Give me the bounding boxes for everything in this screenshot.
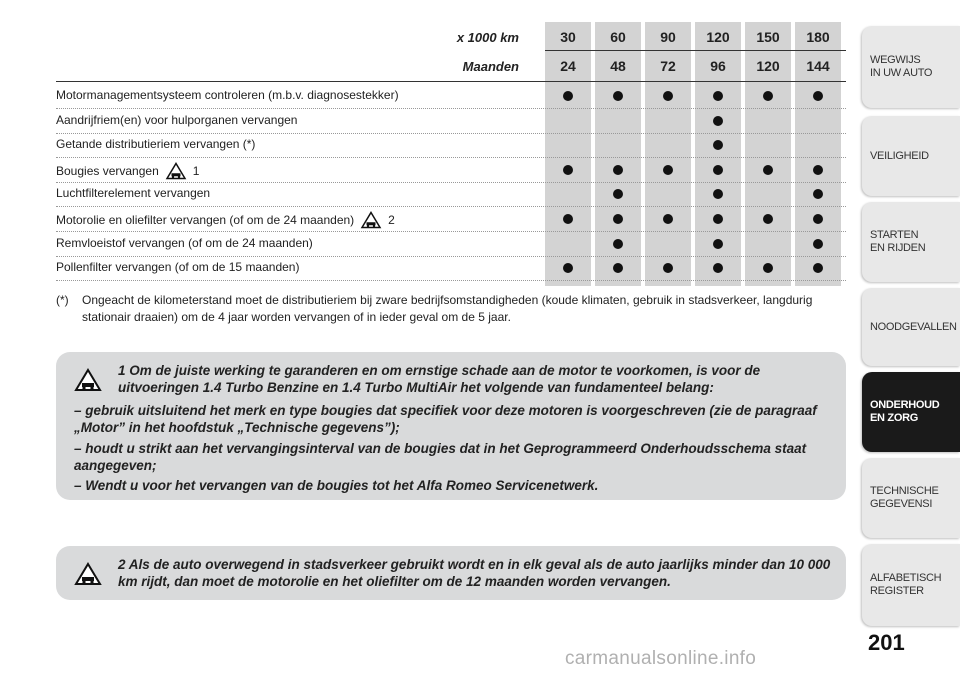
maintenance-dot — [713, 263, 723, 273]
month-value: 144 — [806, 58, 830, 74]
month-value: 120 — [756, 58, 780, 74]
maintenance-dot — [613, 189, 623, 199]
row-note-ref: 2 — [388, 213, 395, 227]
note-1-title: 1 Om de juiste werking te garanderen en om ernstige schade aan de motor te voorkomen, is voor de uitvoeringen 1.4 Turbo Benzine en 1.4 Turbo MultiAir het volgende van fundamenteel belang: — [118, 363, 761, 395]
maintenance-dot — [763, 165, 773, 175]
maintenance-dot — [813, 189, 823, 199]
page-number: 201 — [868, 630, 905, 655]
maintenance-dot — [563, 263, 573, 273]
header-divider — [56, 81, 846, 82]
row-label — [56, 236, 313, 250]
chapter-tab-line: REGISTER — [870, 585, 924, 597]
chapter-tab[interactable] — [862, 288, 960, 366]
chapter-tab[interactable] — [862, 202, 960, 282]
table-row — [56, 207, 846, 232]
row-label-text: Motorolie en oliefilter vervangen (of om de 24 maanden) — [56, 213, 355, 227]
table-row — [56, 109, 846, 134]
header-divider — [545, 50, 846, 51]
maintenance-dot — [813, 263, 823, 273]
row-note-ref: 1 — [192, 163, 200, 178]
km-value: 150 — [756, 29, 780, 45]
warning-triangle-icon — [74, 562, 102, 586]
km-value: 90 — [660, 29, 676, 45]
maintenance-dot — [713, 189, 723, 199]
maintenance-dot — [713, 165, 723, 175]
maintenance-dot — [613, 239, 623, 249]
chapter-tab[interactable] — [862, 372, 960, 452]
maintenance-dot — [763, 263, 773, 273]
warning-triangle-icon — [165, 162, 187, 180]
maintenance-dot — [663, 165, 673, 175]
chapter-tab-label — [870, 229, 925, 255]
chapter-tab-label — [870, 572, 941, 598]
maintenance-dot — [713, 239, 723, 249]
chapter-tab-line: VEILIGHEID — [870, 149, 929, 162]
km-label: x 1000 km — [456, 30, 519, 45]
footnote-tag: (*) — [56, 293, 69, 307]
chapter-tab-label — [870, 485, 939, 511]
km-value: 60 — [610, 29, 626, 45]
maintenance-dot — [763, 214, 773, 224]
chapter-tab-line: NOODGEVALLEN — [870, 320, 957, 333]
note-2-text: 2 Als de auto overwegend in stadsverkeer gebruikt wordt en in elk geval als de auto jaarlijks minder dan 10 000 km rijdt, dan moet de motorolie en het oliefilter om de 12 maanden worden vervangen. — [118, 557, 831, 589]
note-1-line: – houdt u strikt aan het vervangingsinterval van de bougies dat in het Geprogrammeerd Onderhoudsschema staat aangegeven; — [74, 441, 807, 473]
month-value: 96 — [710, 58, 726, 74]
row-label-text: Motormanagementsysteem controleren (m.b.v. diagnosestekker) — [56, 88, 399, 102]
note-box-1 — [56, 352, 846, 500]
maintenance-dot — [813, 165, 823, 175]
month-value: 24 — [560, 58, 576, 74]
maintenance-dot — [563, 165, 573, 175]
km-value: 120 — [706, 29, 730, 45]
table-row — [56, 133, 846, 158]
months-label: Maanden — [462, 59, 519, 74]
footnote — [56, 292, 846, 326]
km-value: 180 — [806, 29, 830, 45]
row-label-text: Remvloeistof vervangen (of om de 24 maanden) — [56, 235, 313, 250]
chapter-tab[interactable] — [862, 116, 960, 196]
chapter-tab-label — [870, 150, 929, 163]
maintenance-dot — [713, 214, 723, 224]
chapter-tab[interactable] — [862, 544, 960, 626]
maintenance-dot — [613, 165, 623, 175]
chapter-tab[interactable] — [862, 458, 960, 538]
km-header-row — [56, 26, 846, 52]
maintenance-dot — [613, 263, 623, 273]
row-label — [56, 113, 297, 127]
row-label-text: Bougies vervangen — [56, 163, 159, 178]
maintenance-dot — [813, 91, 823, 101]
row-label-text: Pollenfilter vervangen (of om de 15 maanden) — [56, 260, 300, 275]
chapter-tab-line: STARTEN — [870, 229, 919, 241]
note-1-line: – gebruik uitsluitend het merk en type bougies dat specifiek voor deze motoren is voorgeschreven (zie de paragraaf „Motor” in het hoofdstuk „Technische gegevens”); — [74, 403, 817, 435]
chapter-tab-label — [870, 399, 939, 425]
table-row — [56, 232, 846, 257]
maintenance-dot — [713, 116, 723, 126]
warning-triangle-icon — [360, 211, 382, 229]
row-label — [56, 186, 210, 200]
row-label — [56, 162, 199, 180]
chapter-tab-line: IN UW AUTO — [870, 67, 933, 79]
maintenance-dot — [663, 263, 673, 273]
row-label — [56, 260, 299, 274]
maintenance-dot — [613, 91, 623, 101]
chapter-tab-line: ONDERHOUD — [870, 399, 940, 411]
chapter-tab-label — [870, 321, 957, 334]
months-header-row — [56, 55, 846, 81]
watermark: carmanualsonline.info — [565, 648, 757, 669]
row-label-text: Getande distributieriem vervangen (*) — [56, 137, 256, 152]
chapter-tab-line: EN RIJDEN — [870, 242, 926, 254]
month-value: 48 — [610, 58, 626, 74]
maintenance-dot — [813, 239, 823, 249]
warning-triangle-icon — [74, 368, 102, 392]
chapter-tab-line: TECHNISCHE — [870, 485, 939, 497]
maintenance-dot — [713, 91, 723, 101]
chapter-tab-line: ALFABETISCH — [870, 572, 942, 584]
maintenance-dot — [663, 214, 673, 224]
maintenance-dot — [713, 140, 723, 150]
chapter-tab-line: GEGEVENSI — [870, 498, 933, 510]
table-row — [56, 182, 846, 207]
maintenance-dot — [563, 214, 573, 224]
note-1-line: – Wendt u voor het vervangen van de bougies tot het Alfa Romeo Servicenetwerk. — [74, 478, 599, 493]
row-label-text: Aandrijfriem(en) voor hulporganen vervangen — [56, 112, 298, 127]
maintenance-dot — [613, 214, 623, 224]
maintenance-dot — [663, 91, 673, 101]
table-row — [56, 84, 846, 109]
chapter-tab-label — [870, 54, 932, 80]
maintenance-dot — [563, 91, 573, 101]
row-label — [56, 137, 255, 151]
row-label — [56, 88, 399, 102]
row-label — [56, 211, 395, 229]
chapter-tab-line: EN ZORG — [870, 412, 919, 424]
month-value: 72 — [660, 58, 676, 74]
note-box-2 — [56, 546, 846, 600]
chapter-tab-line: WEGWIJS — [870, 54, 921, 66]
row-label-text: Luchtfilterelement vervangen — [56, 186, 211, 201]
maintenance-dot — [813, 214, 823, 224]
table-row — [56, 256, 846, 281]
chapter-tab[interactable] — [862, 26, 960, 108]
maintenance-dot — [763, 91, 773, 101]
table-row — [56, 158, 846, 183]
km-value: 30 — [560, 29, 576, 45]
footnote-text: Ongeacht de kilometerstand moet de distributieriem bij zware bedrijfsomstandigheden (koude klimaten, gebruik in stadsverkeer, langdurig stationair draaien) om de 4 jaar worden vervangen of in ieder geval om de 5 jaar. — [82, 293, 813, 324]
